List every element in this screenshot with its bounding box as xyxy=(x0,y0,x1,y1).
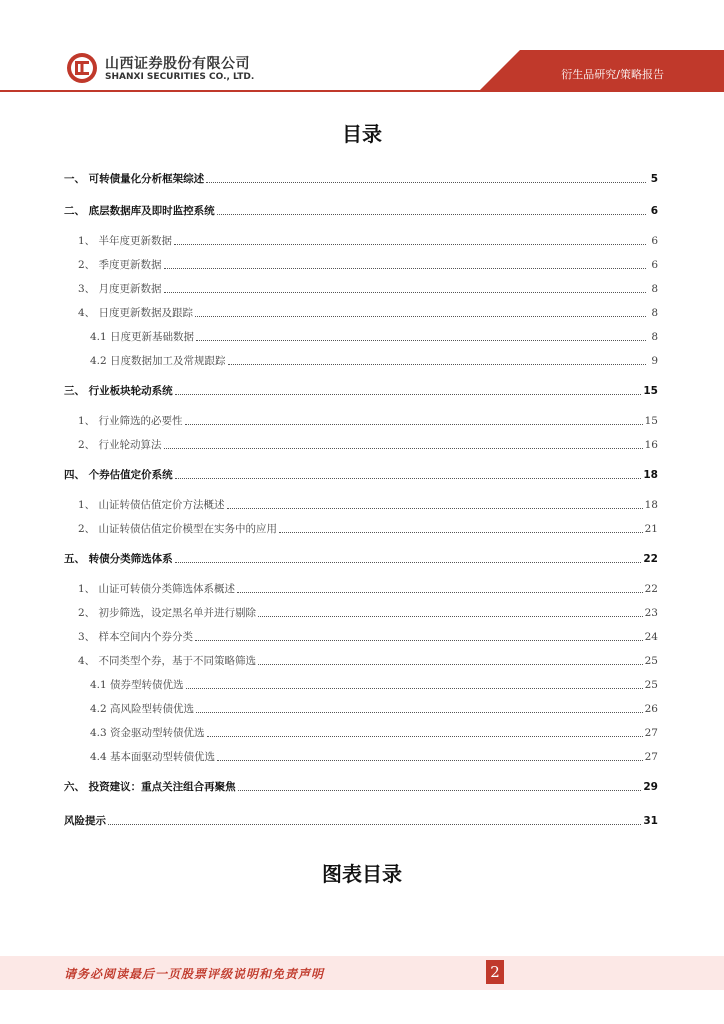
toc-dot-leader xyxy=(206,181,646,183)
toc-entry-page: 31 xyxy=(643,815,658,827)
toc-entry-page: 6 xyxy=(650,205,658,217)
toc-entry-3-1[interactable] xyxy=(64,410,658,428)
toc-entry-page: 15 xyxy=(644,415,658,427)
toc-dot-leader xyxy=(175,561,642,563)
toc-entry-page: 23 xyxy=(644,607,658,619)
toc-dot-leader xyxy=(237,591,643,593)
toc-entry-label: 4、 日度更新数据及跟踪 xyxy=(78,307,194,319)
toc-dot-leader xyxy=(108,823,641,825)
toc-dot-leader xyxy=(228,363,646,365)
toc-dot-leader xyxy=(186,687,643,689)
figure-toc-title: 图表目录 xyxy=(322,862,402,886)
toc-dot-leader xyxy=(207,735,643,737)
toc-dot-leader xyxy=(258,663,643,665)
toc-entry-label: 五、 转债分类筛选体系 xyxy=(64,553,173,565)
toc-dot-leader xyxy=(175,393,642,395)
toc-entry-page: 6 xyxy=(651,235,658,247)
toc-entry-label: 1、 行业筛选的必要性 xyxy=(78,415,183,427)
toc-entry-page: 18 xyxy=(643,469,658,481)
toc-entry-3[interactable] xyxy=(64,380,658,398)
toc-entry-5-4-4[interactable] xyxy=(64,746,658,764)
page-number: 2 xyxy=(486,960,504,984)
toc-entry-5-2[interactable] xyxy=(64,602,658,620)
toc-entry-label: 2、 山证转债估值定价模型在实务中的应用 xyxy=(78,523,278,535)
toc-entry-5-1[interactable] xyxy=(64,578,658,596)
toc-entry-page: 8 xyxy=(651,283,658,295)
toc-entry-page: 21 xyxy=(644,523,658,535)
toc-entry-page: 29 xyxy=(643,781,658,793)
toc-dot-leader xyxy=(164,447,643,449)
toc-entry-label: 3、 样本空间内个券分类 xyxy=(78,631,194,643)
toc-entry-page: 5 xyxy=(650,173,658,185)
toc-entry-5-4-1[interactable] xyxy=(64,674,658,692)
toc-entry-page: 9 xyxy=(651,355,658,367)
toc-entry-label: 2、 季度更新数据 xyxy=(78,259,162,271)
toc-entry-page: 22 xyxy=(644,583,658,595)
toc-entry-page: 25 xyxy=(644,655,658,667)
toc-title: 目录 xyxy=(342,122,382,146)
toc-entry-6[interactable] xyxy=(64,776,658,794)
toc-entry-page: 6 xyxy=(651,259,658,271)
toc-entry-page: 26 xyxy=(644,703,658,715)
toc-entry-2[interactable] xyxy=(64,200,658,218)
toc-entry-label: 4、 不同类型个券，基于不同策略筛选 xyxy=(78,655,257,667)
toc-entry-4[interactable] xyxy=(64,464,658,482)
toc-dot-leader xyxy=(217,759,643,761)
toc-entry-page: 8 xyxy=(651,331,658,343)
toc-dot-leader xyxy=(279,531,643,533)
toc-entry-2-4-1[interactable] xyxy=(64,326,658,344)
header-divider xyxy=(0,90,724,92)
company-name-en: SHANXI SECURITIES CO., LTD. xyxy=(105,72,255,82)
toc-entry-label: 2、 初步筛选，设定黑名单并进行剔除 xyxy=(78,607,257,619)
toc-entry-page: 27 xyxy=(644,727,658,739)
toc-entry-label: 4.3 资金驱动型转债优选 xyxy=(90,727,205,739)
toc-entry-2-4[interactable] xyxy=(64,302,658,320)
toc-entry-page: 25 xyxy=(644,679,658,691)
toc-entry-label: 四、 个券估值定价系统 xyxy=(64,469,173,481)
toc-entry-label: 4.1 日度更新基础数据 xyxy=(90,331,195,343)
toc-dot-leader xyxy=(217,213,646,215)
toc-dot-leader xyxy=(195,315,646,317)
toc-entry-2-4-2[interactable] xyxy=(64,350,658,368)
toc-dot-leader xyxy=(238,789,642,791)
toc-entry-page: 8 xyxy=(651,307,658,319)
toc-entry-4-2[interactable] xyxy=(64,518,658,536)
toc-entry-label: 2、 行业轮动算法 xyxy=(78,439,162,451)
toc-dot-leader xyxy=(185,423,643,425)
toc-dot-leader xyxy=(227,507,643,509)
toc-entry-label: 三、 行业板块轮动系统 xyxy=(64,385,173,397)
toc-entry-page: 22 xyxy=(643,553,658,565)
toc-entry-page: 18 xyxy=(644,499,658,511)
toc-entry-label: 3、 月度更新数据 xyxy=(78,283,162,295)
company-name-cn: 山西证券股份有限公司 xyxy=(105,56,250,72)
toc-dot-leader xyxy=(196,339,646,341)
toc-entry-5[interactable] xyxy=(64,548,658,566)
company-logo-icon xyxy=(66,52,98,84)
toc-entry-label: 4.4 基本面驱动型转债优选 xyxy=(90,751,216,763)
toc-dot-leader xyxy=(195,639,643,641)
toc-entry-label: 1、 半年度更新数据 xyxy=(78,235,173,247)
footer-disclaimer: 请务必阅读最后一页股票评级说明和免责声明 xyxy=(64,967,325,981)
toc-entry-label: 1、 山证转债估值定价方法概述 xyxy=(78,499,225,511)
toc-entry-label: 1、 山证可转债分类筛选体系概述 xyxy=(78,583,236,595)
toc-entry-2-2[interactable] xyxy=(64,254,658,272)
toc-entry-page: 16 xyxy=(644,439,658,451)
page-header xyxy=(0,0,724,100)
toc-entry-label: 4.2 高风险型转债优选 xyxy=(90,703,195,715)
toc-entry-page: 24 xyxy=(644,631,658,643)
toc-entry-1[interactable] xyxy=(64,168,658,186)
toc-entry-3-2[interactable] xyxy=(64,434,658,452)
toc-dot-leader xyxy=(164,267,646,269)
toc-entry-label: 4.2 日度数据加工及常规跟踪 xyxy=(90,355,226,367)
toc-entry-label: 六、 投资建议：重点关注组合再聚焦 xyxy=(64,781,236,793)
toc-entry-label: 二、 底层数据库及即时监控系统 xyxy=(64,205,215,217)
toc-entry-label: 4.1 债券型转债优选 xyxy=(90,679,184,691)
toc-entry-5-4-3[interactable] xyxy=(64,722,658,740)
toc-entry-5-4[interactable] xyxy=(64,650,658,668)
toc-entry-2-1[interactable] xyxy=(64,230,658,248)
toc-entry-risk[interactable] xyxy=(64,810,658,828)
toc-entry-page: 27 xyxy=(644,751,658,763)
toc-entry-5-3[interactable] xyxy=(64,626,658,644)
toc-dot-leader xyxy=(258,615,643,617)
toc-entry-2-3[interactable] xyxy=(64,278,658,296)
report-category: 衍生品研究/策略报告 xyxy=(561,68,664,81)
toc-entry-label: 风险提示 xyxy=(64,815,106,827)
toc-dot-leader xyxy=(196,711,643,713)
toc-entry-label: 一、 可转债量化分析框架综述 xyxy=(64,173,205,185)
toc-entry-4-1[interactable] xyxy=(64,494,658,512)
toc-dot-leader xyxy=(174,243,646,245)
toc-entry-page: 15 xyxy=(643,385,658,397)
toc-entry-5-4-2[interactable] xyxy=(64,698,658,716)
toc-dot-leader xyxy=(164,291,646,293)
toc-dot-leader xyxy=(175,477,642,479)
